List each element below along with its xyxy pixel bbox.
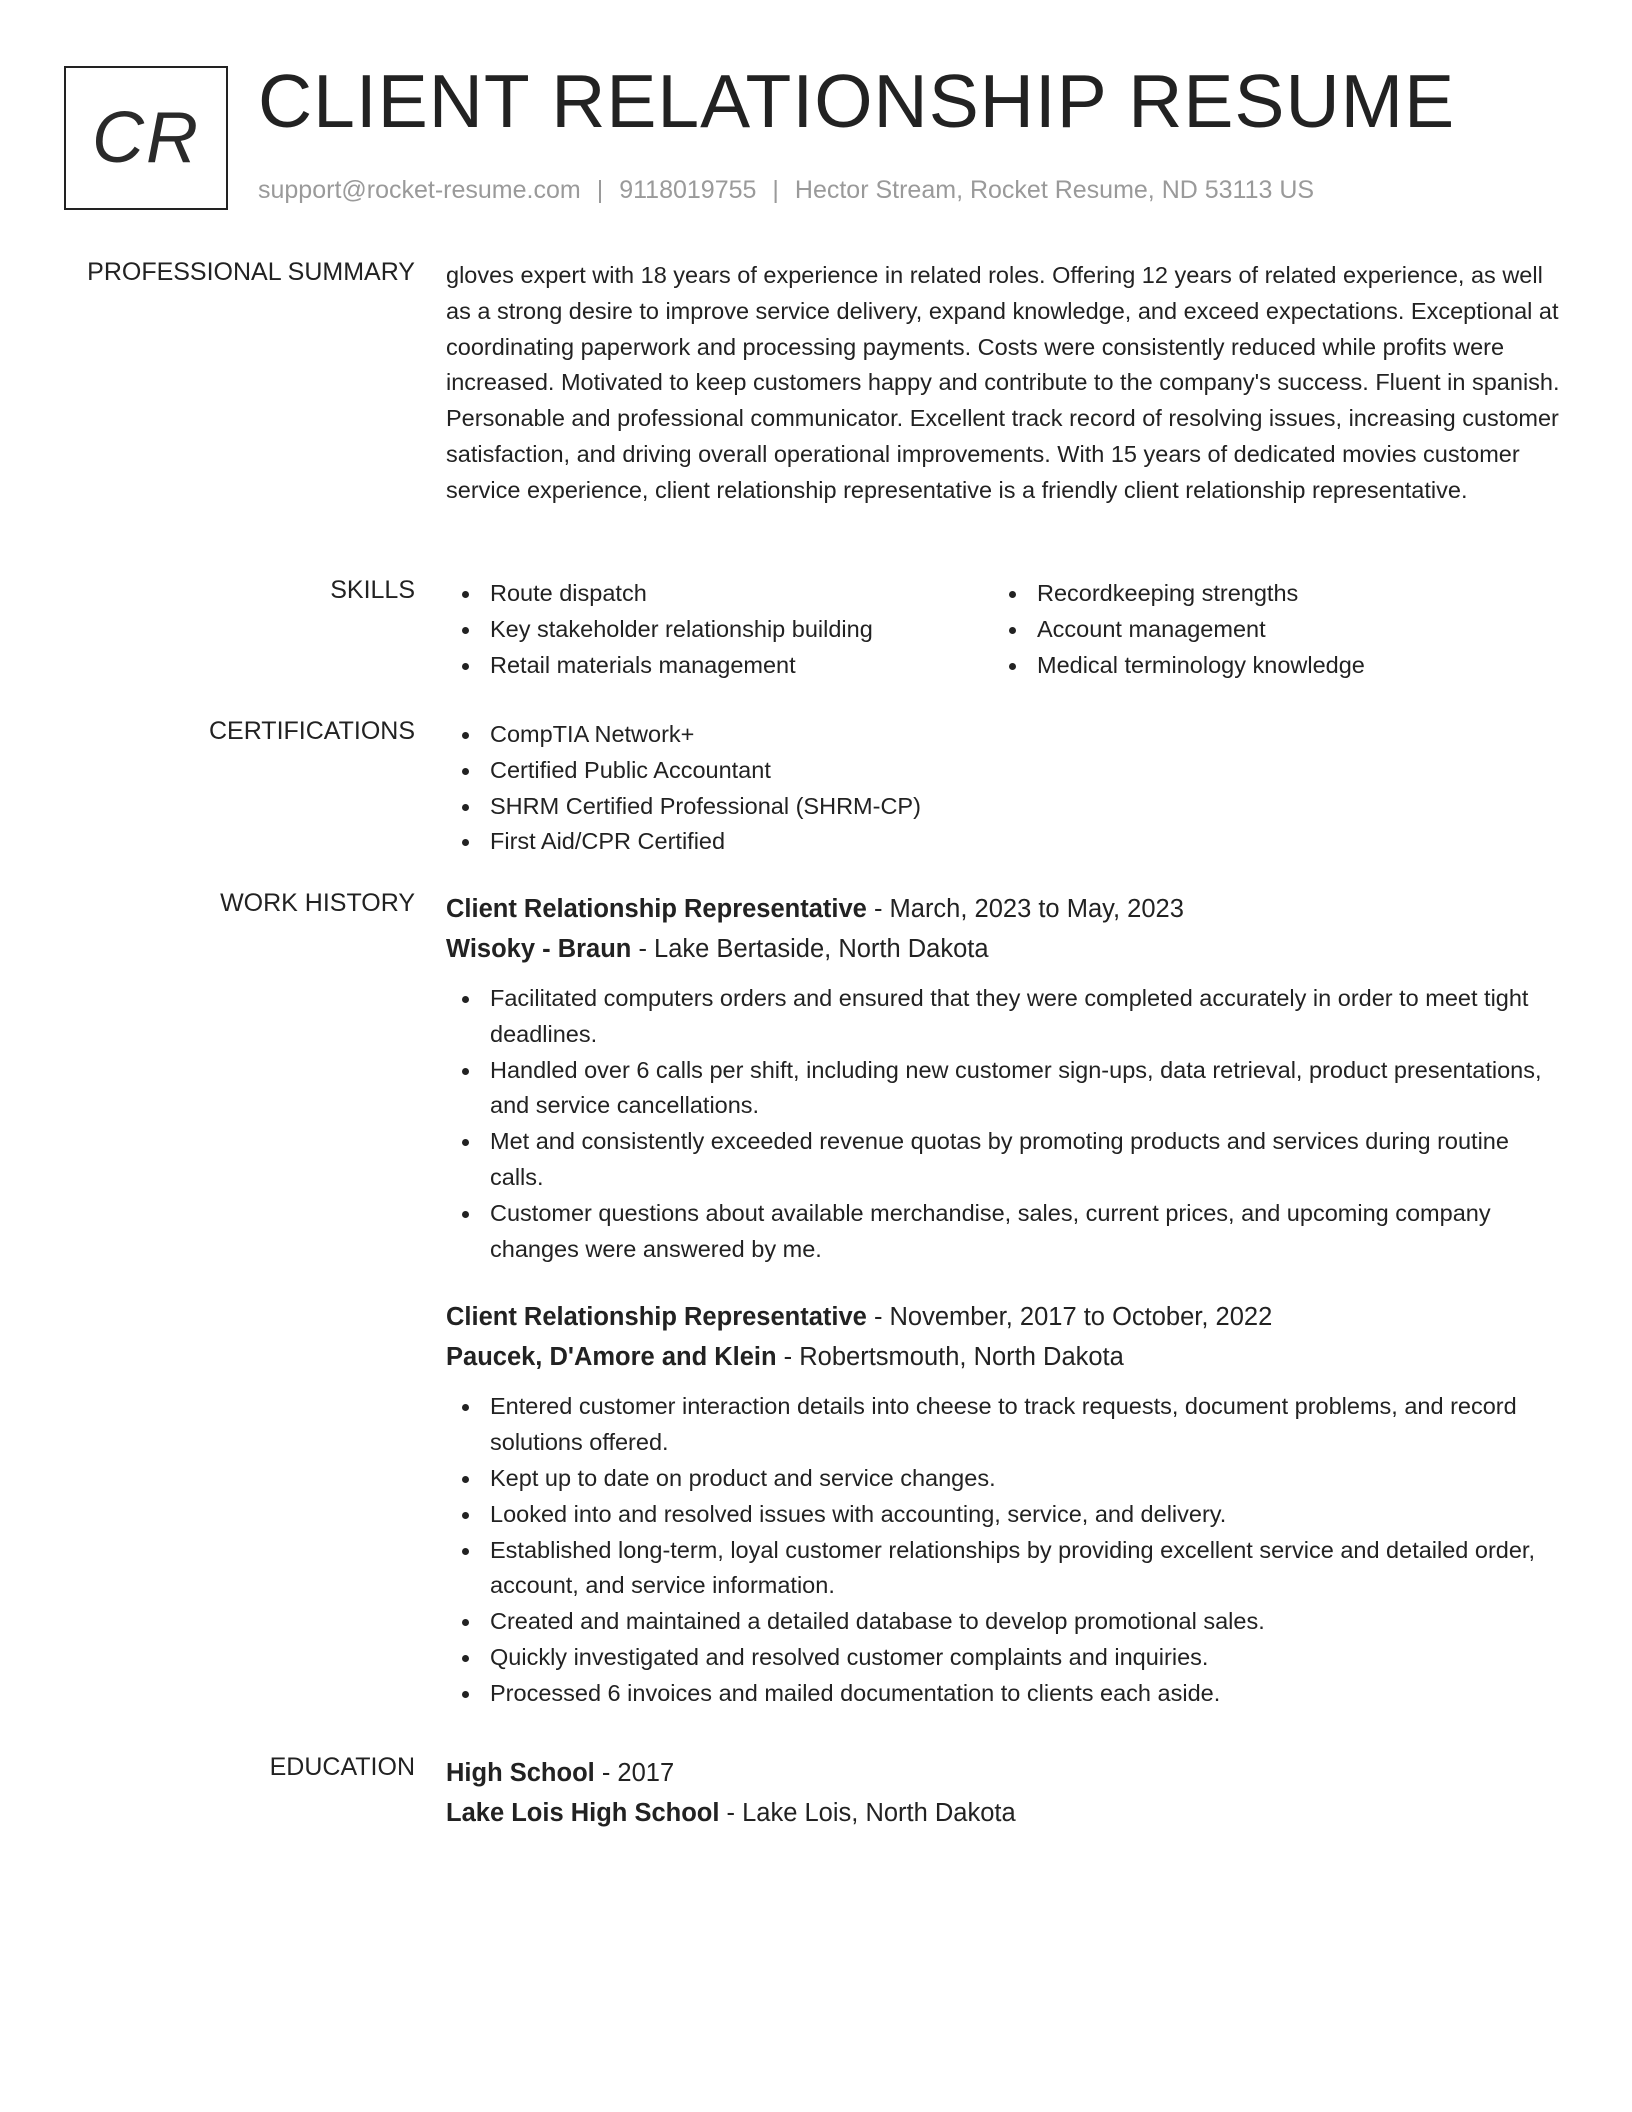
education-degree: High School bbox=[446, 1759, 595, 1787]
job-entry bbox=[446, 1297, 1566, 1711]
certification-item: CompTIA Network+ bbox=[446, 717, 1566, 753]
certification-item: First Aid/CPR Certified bbox=[446, 824, 1566, 860]
skill-item: Recordkeeping strengths bbox=[993, 576, 1540, 612]
work-history-body bbox=[446, 889, 1566, 1712]
job-duty: Created and maintained a detailed database to develop promotional sales. bbox=[446, 1604, 1566, 1640]
job-dates: - November, 2017 to October, 2022 bbox=[866, 1303, 1273, 1332]
skill-item: Key stakeholder relationship building bbox=[446, 612, 993, 648]
contact-address: Hector Stream, Rocket Resume, ND 53113 US bbox=[794, 176, 1315, 204]
skills-list-right bbox=[993, 576, 1540, 683]
job-duty: Processed 6 invoices and mailed documentation to clients each aside. bbox=[446, 1676, 1566, 1712]
job-location: - Robertsmouth, North Dakota bbox=[776, 1343, 1124, 1372]
job-duty: Entered customer interaction details into cheese to track requests, document problems, and record solutions offered. bbox=[446, 1389, 1566, 1461]
skills-body bbox=[446, 576, 1566, 683]
job-duty: Kept up to date on product and service changes. bbox=[446, 1461, 1566, 1497]
job-entry bbox=[446, 889, 1566, 1267]
job-duties bbox=[446, 981, 1566, 1267]
contact-separator: | bbox=[772, 176, 779, 204]
monogram-initials: CR bbox=[92, 98, 200, 178]
education-degree-line bbox=[446, 1753, 1566, 1793]
job-dates: - March, 2023 to May, 2023 bbox=[866, 895, 1184, 923]
job-location: - Lake Bertaside, North Dakota bbox=[631, 935, 989, 963]
job-duty: Met and consistently exceeded revenue quotas by promoting products and services during routine calls. bbox=[446, 1124, 1566, 1196]
education-heading: EDUCATION bbox=[269, 1753, 415, 1781]
education-body bbox=[446, 1753, 1566, 1845]
job-title-line bbox=[446, 889, 1566, 929]
education-school: Lake Lois High School bbox=[446, 1799, 720, 1827]
skills-heading: SKILLS bbox=[330, 576, 415, 604]
skill-item: Route dispatch bbox=[446, 576, 993, 612]
certifications-heading: CERTIFICATIONS bbox=[208, 717, 415, 745]
certifications-body bbox=[446, 717, 1566, 860]
job-duty: Facilitated computers orders and ensured that they were completed accurately in order to meet tight deadlines. bbox=[446, 981, 1566, 1053]
job-duty: Looked into and resolved issues with accounting, service, and delivery. bbox=[446, 1497, 1566, 1533]
job-title-line bbox=[446, 1297, 1566, 1337]
job-duty: Handled over 6 calls per shift, including new customer sign-ups, data retrieval, product presentations, and service cancellations. bbox=[446, 1053, 1566, 1125]
resume-title: CLIENT RELATIONSHIP RESUME bbox=[258, 59, 1456, 143]
work-history-heading: WORK HISTORY bbox=[220, 889, 415, 917]
monogram-logo bbox=[64, 66, 228, 210]
job-title: Client Relationship Representative bbox=[446, 895, 867, 923]
summary-text: gloves expert with 18 years of experience in related roles. Offering 12 years of related experience, as well as a strong desire to improve service delivery, expand knowledge, and exceed expectations. Exceptional at coordinating paperwork and processing payments. Costs were consistently reduced while profits were increased. Motivated to keep customers happy and contribute to the company's success. Fluent in spanish. Personable and professional communicator. Excellent track record of resolving issues, increasing customer satisfaction, and driving overall operational improvements. With 15 years of dedicated movies customer service experience, client relationship representative is a friendly client relationship representative. bbox=[446, 262, 1560, 503]
skill-item: Retail materials management bbox=[446, 648, 993, 684]
education-location: - Lake Lois, North Dakota bbox=[719, 1799, 1016, 1827]
education-school-line bbox=[446, 1793, 1566, 1833]
job-title: Client Relationship Representative bbox=[446, 1303, 867, 1332]
skill-item: Account management bbox=[993, 612, 1540, 648]
job-employer: Wisoky - Braun bbox=[446, 935, 632, 963]
job-employer-line bbox=[446, 929, 1566, 969]
certification-item: SHRM Certified Professional (SHRM-CP) bbox=[446, 789, 1566, 825]
job-employer-line bbox=[446, 1337, 1566, 1377]
contact-separator: | bbox=[596, 176, 604, 204]
skill-item: Medical terminology knowledge bbox=[993, 648, 1540, 684]
job-duties bbox=[446, 1389, 1566, 1711]
skills-list-left bbox=[446, 576, 993, 683]
job-employer: Paucek, D'Amore and Klein bbox=[446, 1343, 777, 1372]
contact-phone[interactable]: 9118019755 bbox=[619, 176, 757, 204]
summary-heading: PROFESSIONAL SUMMARY bbox=[87, 258, 415, 286]
job-duty: Customer questions about available merchandise, sales, current prices, and upcoming company changes were answered by me. bbox=[446, 1196, 1566, 1268]
contact-line bbox=[258, 176, 1314, 205]
job-duty: Established long-term, loyal customer relationships by providing excellent service and detailed order, account, and service information. bbox=[446, 1533, 1566, 1605]
contact-email[interactable]: support@rocket-resume.com bbox=[258, 176, 581, 204]
certification-item: Certified Public Accountant bbox=[446, 753, 1566, 789]
education-year: - 2017 bbox=[594, 1759, 675, 1787]
job-duty: Quickly investigated and resolved customer complaints and inquiries. bbox=[446, 1640, 1566, 1676]
